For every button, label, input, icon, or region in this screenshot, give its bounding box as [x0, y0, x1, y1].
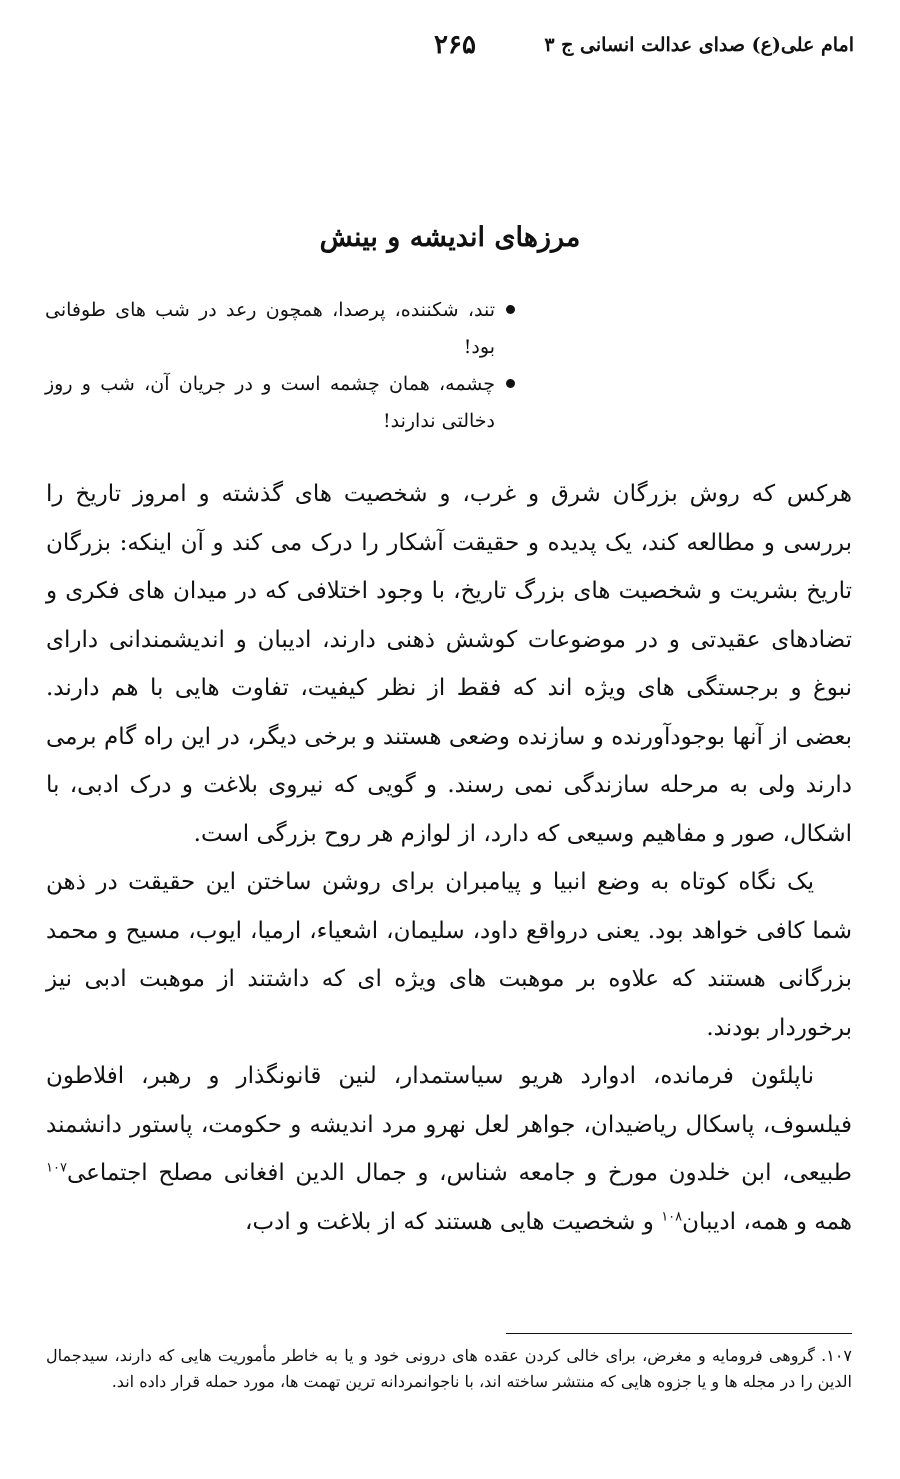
epigraph-text: تند، شکننده، پرصدا، همچون رعد در شب های طوفانی بود!	[45, 299, 495, 358]
paragraph-2: یک نگاه کوتاه به وضع انبیا و پیامبران برای روشن ساختن این حقیقت در ذهن شما کافی خواهد بود. یعنی درواقع داود، سلیمان، اشعیاء، ارمیا، ایوب، مسیح و محمد بزرگانی هستند که علاوه بر موهبت های ویژه ای که داشتند از موهبت ادبی نیز برخوردار بودند.	[46, 869, 852, 1041]
body-text	[46, 470, 852, 1246]
bullet-icon	[506, 379, 515, 388]
footnote-ref-107[interactable]: ۱۰۷	[46, 1160, 67, 1176]
footnote-ref-108[interactable]: ۱۰۸	[661, 1208, 683, 1224]
paragraph-1: هرکس که روش بزرگان شرق و غرب، و شخصیت های گذشته و امروز تاریخ را بررسی و مطالعه کند، یک پدیده و حقیقت آشکار را درک می کند و آن اینکه: بزرگان تاریخ بشریت و شخصیت های بزرگ تاریخ، با وجود اختلافی که در میدان های فکری و تضادهای عقیدتی و در موضوعات کوشش ذهنی دارند، ادیبان و اندیشمندانی دارای نبوغ و برجستگی های ویژه اند که فقط از نظر کیفیت، تفاوت هایی با هم دارند. بعضی از آنها بوجودآورنده و سازنده وضعی هستند و برخی دیگر، در این راه گام برمی دارند ولی به مرحله سازندگی نمی رسند. و گویی که نیروی بلاغت و درک ادبی، با اشکال، صور و مفاهیم وسیعی که دارد، از لوازم هر روح بزرگی است.	[46, 481, 852, 847]
page-number: ۲۶۵	[434, 30, 476, 60]
epigraph-item	[45, 366, 515, 440]
paragraph-3-text-a: ناپلئون فرمانده، ادوارد هریو سیاستمدار، لنین قانونگذار و رهبر، افلاطون فیلسوف، پاسکال ریاضیدان، جواهر لعل نهرو مرد اندیشه و حکومت، پاستور دانشمند طبیعی، ابن خلدون مورخ و جامعه شناس، و جمال الدین افغانی مصلح اجتماعی	[46, 1063, 852, 1186]
footnote-107: ۱۰۷. گروهی فرومایه و مغرض، برای خالی کردن عقده های درونی خود و یا به خاطر مأموریت هایی که دارند، سیدجمال الدین را در مجله ها و یا جزوه هایی که منتشر ساخته اند، با ناجوانمردانه ترین تهمت ها، مورد حمله قرار داده اند.	[46, 1346, 852, 1391]
paragraph-3-text-b: همه و همه، ادیبان	[682, 1208, 852, 1235]
epigraph-item	[45, 292, 515, 366]
paragraph-3-text-c: و شخصیت هایی هستند که از بلاغت و ادب،	[245, 1208, 662, 1235]
epigraph-list	[45, 292, 515, 440]
epigraph-text: چشمه، همان چشمه است و در جریان آن، شب و روز دخالتی ندارند!	[45, 373, 495, 432]
bullet-icon	[506, 305, 515, 314]
footnote-divider	[506, 1333, 852, 1334]
chapter-title: مرزهای اندیشه و بینش	[319, 222, 581, 253]
running-header-title: امام علی(ع) صدای عدالت انسانی ج ۳	[544, 34, 854, 56]
paragraph-3	[46, 1052, 852, 1246]
